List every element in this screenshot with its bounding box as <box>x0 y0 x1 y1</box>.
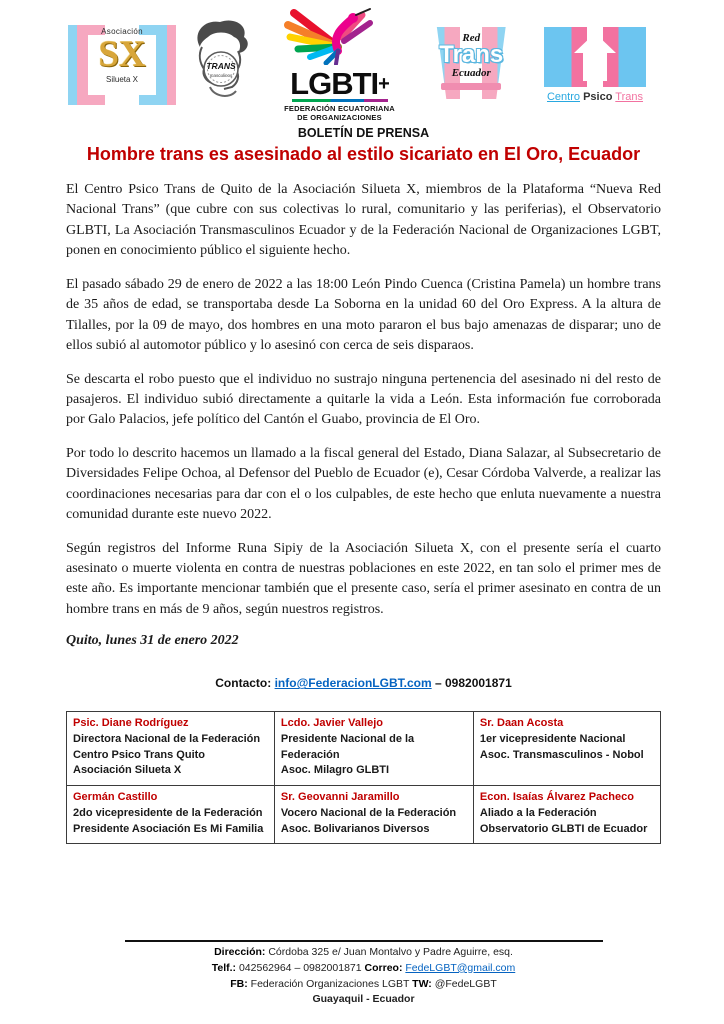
red-trans-ecuador: Ecuador <box>451 66 491 79</box>
silueta-x-top-label: Asociación <box>101 27 143 36</box>
transmasculinos-head-sketch-icon <box>190 17 254 113</box>
cpt-trans: Trans <box>615 91 644 103</box>
date-line: Quito, lunes 31 de enero 2022 <box>66 633 239 649</box>
silueta-x-bottom-label: Silueta X <box>105 75 139 84</box>
table-cell <box>274 712 473 786</box>
signatory-role: Asoc. Milagro GLBTI <box>280 764 390 777</box>
footer-email-label: Correo: <box>364 961 403 974</box>
paragraph: El pasado sábado 29 de enero de 2022 a las 18:00 León Pindo Cuenca (Cristina Pamela) un hombre trans de 35 años de edad, se transportaba desde La Soborna en la unidad 60 del Oro Express. A la altura de Tilalles, por la 09 de mayo, dos hombres en una moto pararon el bus bajo amenazas de disparar; uno de ellos subió al automotor público y lo asesinó con cerca de seis disparaos. <box>66 276 661 354</box>
federacion-line1: FEDERACIÓN ECUATORIANA <box>284 104 395 114</box>
signatory-role: Directora Nacional de la Federación <box>73 732 261 745</box>
header-logos <box>66 8 661 122</box>
signatory-name: Sr. Daan Acosta <box>479 717 564 730</box>
trans-flag-stripe <box>68 25 77 105</box>
footer-fb-label: FB: <box>230 977 248 990</box>
trans-flag-stripe <box>156 25 167 105</box>
paragraph: El Centro Psico Trans de Quito de la Asociación Silueta X, miembros de la Plataforma “Nueva Red Nacional Trans” (que cubre con sus colectivas lo rural, comunitario y las periferias), el Observatorio GLBTI, La Asociación Transmasculinos Ecuador y de la Federación Nacional de Organizaciones LGBT, ponen en conocimiento público el siguiente hecho. <box>66 182 661 259</box>
headline: Hombre trans es asesinado al estilo sicariato en El Oro, Ecuador <box>86 144 641 164</box>
footer-address: Córdoba 325 e/ Juan Montalvo y Padre Aguirre, esq. <box>268 946 513 958</box>
signatory-role: Presidente Nacional de la Federación <box>280 732 415 761</box>
lgbti-word: LGBTI <box>290 66 379 102</box>
footer-tel-label: Telf.: <box>211 961 237 974</box>
trans-flag-stripe <box>77 25 88 105</box>
footer-email-link[interactable]: FedeLGBT@gmail.com <box>405 961 516 974</box>
federacion-line2: DE ORGANIZACIONES <box>297 113 382 123</box>
signatory-role: Centro Psico Trans Quito <box>73 748 206 761</box>
cpt-centro: Centro <box>546 91 581 103</box>
footer-contact-line <box>125 961 603 977</box>
centro-psico-trans-mark <box>544 27 646 87</box>
paragraph: Se descarta el robo puesto que el individuo no sustrajo ninguna pertenencia del asesinado ni del resto de pasajeros. El individuo subió directamente a quitarle la vida a León. Esta información fue corroborada por Galo Palacios, jefe político del Cantón el Guabo, provincia de El Oro. <box>66 371 661 428</box>
footer-address-label: Dirección: <box>214 946 266 958</box>
footer <box>125 940 603 1008</box>
contact-phone: – 0982001871 <box>435 676 512 691</box>
contact-email-link[interactable]: info@FederacionLGBT.com <box>274 676 432 691</box>
signatory-role: Asoc. Transmasculinos - Nobol <box>479 748 644 761</box>
footer-address-line <box>125 945 603 961</box>
signatory-name: Sr. Geovanni Jaramillo <box>280 791 400 804</box>
logo-transmasculinos <box>190 17 254 113</box>
signatory-role: 2do vicepresidente de la Federación <box>73 806 263 819</box>
trans-flag-stripe <box>167 25 176 105</box>
footer-city: Guayaquil - Ecuador <box>312 993 415 1006</box>
signatory-role: 1er vicepresidente Nacional <box>479 732 626 745</box>
table-cell <box>67 712 275 786</box>
table-row <box>67 712 661 786</box>
signatory-role: Vocero Nacional de la Federación <box>280 806 457 819</box>
red-trans-trans: Trans <box>439 41 504 68</box>
red-trans-band <box>441 83 501 90</box>
red-trans-wordmark <box>425 33 517 79</box>
table-cell <box>274 786 473 844</box>
signatory-role: Aliado a la Federación <box>479 806 597 819</box>
footer-social-line <box>125 977 603 993</box>
logo-centro-psico-trans <box>529 27 661 103</box>
transmasculinos-sublabel: masculinos <box>209 73 233 78</box>
signatory-name: Econ. Isaías Álvarez Pacheco <box>479 791 634 804</box>
cpt-psico: Psico <box>583 91 613 103</box>
signatories-table <box>66 711 661 844</box>
contact-line <box>66 676 661 690</box>
hummingbird-icon <box>282 7 398 65</box>
red-trans-red: Red <box>462 32 481 44</box>
signatory-name: Psic. Diane Rodríguez <box>73 717 189 730</box>
footer-fb: Federación Organizaciones LGBT <box>250 977 410 990</box>
signatory-name: Lcdo. Javier Vallejo <box>280 717 383 730</box>
logo-lgbti-federacion <box>266 7 414 123</box>
house-arrow-icon <box>544 27 646 87</box>
transmasculinos-label: TRANS <box>206 61 236 71</box>
logo-red-trans-ecuador <box>425 17 517 113</box>
table-row <box>67 786 661 844</box>
table-cell <box>473 786 660 844</box>
body-text <box>66 180 661 649</box>
contact-label: Contacto: <box>215 676 272 691</box>
table-cell <box>67 786 275 844</box>
silueta-x-letters: SX <box>98 34 146 75</box>
signatory-role: Presidente Asociación Es Mi Familia <box>73 822 264 835</box>
lgbti-wordmark <box>266 66 414 102</box>
table-cell <box>473 712 660 786</box>
signatory-role: Asociación Silueta X <box>73 764 182 777</box>
signatory-role: Observatorio GLBTI de Ecuador <box>479 822 648 835</box>
centro-psico-trans-wordmark <box>529 91 661 103</box>
paragraph: Según registros del Informe Runa Sipiy de la Asociación Silueta X, con el presente sería el cuarto asesinato o muerte violenta en contra de nuestras poblaciones en este 2022, en tan solo el primer mes de este año. Es importante mencionar también que el presente caso, sería el primer asesinato en contra de un hombre trans en más de 9 años, según nuestros registros. <box>66 540 661 617</box>
footer-tw: @FedeLGBT <box>434 977 497 990</box>
bulletin-label: BOLETÍN DE PRENSA <box>297 126 430 140</box>
footer-tw-label: TW: <box>412 977 432 990</box>
logo-silueta-x <box>66 19 178 111</box>
footer-tel: 042562964 – 0982001871 <box>238 961 362 974</box>
lgbti-plus: + <box>378 73 389 96</box>
signatory-role: Asoc. Bolivarianos Diversos <box>280 822 430 835</box>
paragraph: Por todo lo descrito hacemos un llamado a la fiscal general del Estado, Diana Salazar, al Subsecretario de Diversidades Felipe Ochoa, al Defensor del Pueblo de Ecuador (e), Cesar Córdoba Valverde, a realizar las coordinaciones necesarias para dar con el o los culpables, de este hecho que enluta nuevamente a nuestra comunidad durante este nuevo 2022. <box>66 445 661 523</box>
signatory-name: Germán Castillo <box>73 791 158 804</box>
silueta-x-wordmark <box>90 27 154 103</box>
